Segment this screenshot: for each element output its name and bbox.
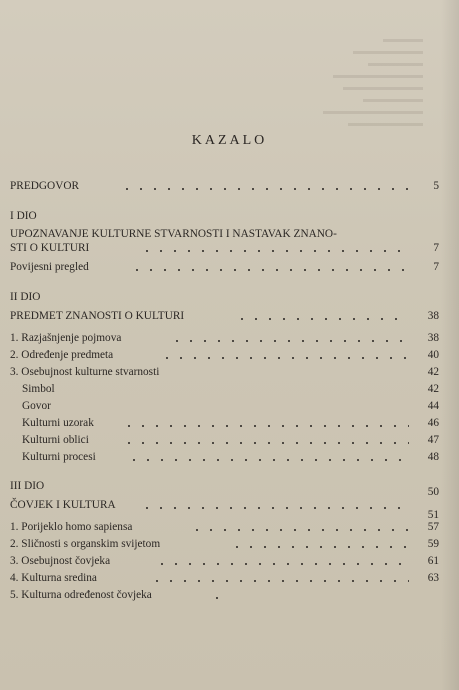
page-shadow <box>441 0 459 690</box>
part-heading: I DIO <box>10 210 37 222</box>
toc-entry <box>10 349 439 361</box>
leader-dots <box>155 563 409 565</box>
entry-label: 4. Kulturna sredina <box>10 572 97 584</box>
toc-entry <box>10 555 439 567</box>
entry-label: Kulturni uzorak <box>22 417 94 429</box>
bleed-through-text <box>313 30 423 126</box>
entry-page: 51 <box>427 509 439 521</box>
entry-page: 7 <box>433 242 439 254</box>
entry-page: 42 <box>427 383 439 395</box>
entry-label: 3. Osebujnost čovjeka <box>10 555 111 567</box>
entry-label: 1. Razjašnjenje pojmova <box>10 332 122 344</box>
leader-dots <box>150 580 409 582</box>
toc-subentry <box>22 417 439 429</box>
toc-entry <box>10 538 439 550</box>
toc-entry-part2-title <box>10 310 439 322</box>
toc-entry-preface <box>10 180 439 192</box>
leader-dots <box>230 546 409 548</box>
toc-subentry <box>22 383 439 395</box>
leader-dots <box>140 507 409 509</box>
part-heading: II DIO <box>10 291 41 303</box>
leader-dots <box>120 188 409 190</box>
entry-label: 2. Sličnosti s organskim svijetom <box>10 538 161 550</box>
entry-page: 42 <box>427 366 439 378</box>
entry-page: 59 <box>427 538 439 550</box>
entry-label: Kulturni procesi <box>22 451 96 463</box>
entry-label: Povijesni pregled <box>10 261 89 273</box>
entry-page: 50 <box>427 486 439 498</box>
toc-entry-history <box>10 261 439 273</box>
entry-label: Simbol <box>22 383 55 395</box>
toc-subentry <box>22 400 439 412</box>
leader-dots <box>130 269 409 271</box>
toc-entry-part1-title <box>10 242 439 254</box>
leader-dots <box>127 459 409 461</box>
entry-page: 61 <box>427 555 439 567</box>
leader-dots <box>190 529 409 531</box>
toc-entry <box>10 521 439 533</box>
leader-dots <box>122 442 409 444</box>
toc-entry <box>10 366 439 378</box>
part-heading: III DIO <box>10 480 45 492</box>
entry-page: 38 <box>427 310 439 322</box>
toc-entry <box>10 572 439 584</box>
part-title-line1: UPOZNAVANJE KULTURNE STVARNOSTI I NASTAVAK ZNANO- <box>10 228 337 240</box>
leader-dots <box>210 597 230 599</box>
toc-entry-part3-heading <box>10 480 439 498</box>
toc-entry <box>10 332 439 344</box>
entry-label: PREDMET ZNANOSTI O KULTURI <box>10 310 185 322</box>
leader-dots <box>160 357 409 359</box>
entry-page: 7 <box>433 261 439 273</box>
toc-subentry <box>22 434 439 446</box>
entry-page: 38 <box>427 332 439 344</box>
entry-label: STI O KULTURI <box>10 242 90 254</box>
entry-page: 5 <box>433 180 439 192</box>
entry-page: 57 <box>427 521 439 533</box>
toc-subentry <box>22 451 439 463</box>
entry-label: PREDGOVOR <box>10 180 80 192</box>
leader-dots <box>140 250 409 252</box>
toc-entry <box>10 589 439 601</box>
entry-page: 46 <box>427 417 439 429</box>
entry-label: ČOVJEK I KULTURA <box>10 499 116 511</box>
entry-label: Govor <box>22 400 51 412</box>
entry-label: 3. Osebujnost kulturne stvarnosti <box>10 366 160 378</box>
toc-entry-part3-title <box>10 499 439 521</box>
entry-page: 47 <box>427 434 439 446</box>
page-title: KAZALO <box>191 133 268 148</box>
leader-dots <box>235 318 409 320</box>
entry-label: 5. Kulturna određenost čovjeka <box>10 589 152 601</box>
entry-page: 48 <box>427 451 439 463</box>
entry-page: 40 <box>427 349 439 361</box>
entry-label: 1. Porijeklo homo sapiensa <box>10 521 133 533</box>
leader-dots <box>170 340 409 342</box>
entry-label: Kulturni oblici <box>22 434 89 446</box>
entry-page: 63 <box>427 572 439 584</box>
entry-label: 2. Određenje predmeta <box>10 349 114 361</box>
leader-dots <box>122 425 409 427</box>
entry-page: 44 <box>427 400 439 412</box>
